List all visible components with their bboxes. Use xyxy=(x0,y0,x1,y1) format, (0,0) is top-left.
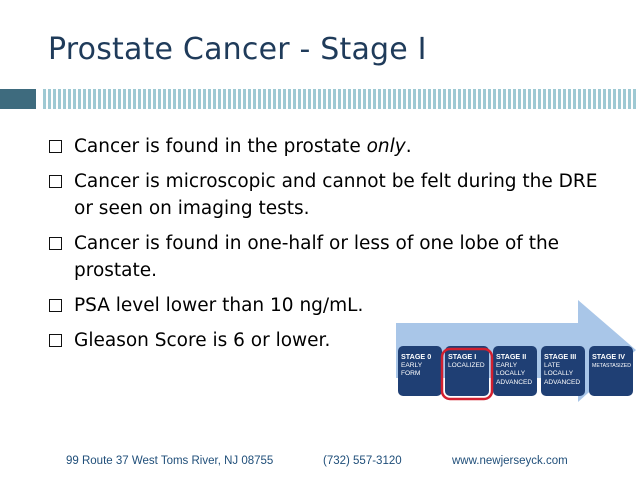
stage-0-label: STAGE 0 EARLY FORM xyxy=(401,352,432,377)
square-bullet-icon xyxy=(49,237,62,250)
bullet-text: PSA level lower than 10 ng/mL. xyxy=(74,295,364,316)
bullet-text: Cancer is found in one-half or less of one lobe of the prostate. xyxy=(74,233,560,281)
slide-title: Prostate Cancer - Stage I xyxy=(48,32,427,67)
stage-4-label: STAGE IV METASTASIZED xyxy=(592,352,632,369)
square-bullet-icon xyxy=(49,299,62,312)
title-divider xyxy=(0,89,638,109)
footer-phone: (732) 557-3120 xyxy=(323,455,402,467)
square-bullet-icon xyxy=(49,334,62,347)
square-bullet-icon xyxy=(49,140,62,153)
bullet-text: Cancer is found in the prostate only. xyxy=(74,136,412,157)
footer-website: www.newjerseyck.com xyxy=(452,455,568,467)
divider-dark-block xyxy=(0,89,36,109)
bullet-item xyxy=(49,133,619,160)
bullet-item xyxy=(49,168,619,222)
bullet-text: Cancer is microscopic and cannot be felt during the DRE or seen on imaging tests. xyxy=(74,171,598,219)
footer-address: 99 Route 37 West Toms River, NJ 08755 xyxy=(66,455,274,467)
square-bullet-icon xyxy=(49,175,62,188)
stage-3-label: STAGE III LATE LOCALLY ADVANCED xyxy=(544,352,581,386)
bullet-item xyxy=(49,230,619,284)
bullet-text: Gleason Score is 6 or lower. xyxy=(74,330,331,351)
stage-2-label: STAGE II EARLY LOCALLY ADVANCED xyxy=(496,352,533,386)
stage-1-label: STAGE I LOCALIZED xyxy=(448,352,485,369)
divider-striped-bar xyxy=(43,89,638,109)
